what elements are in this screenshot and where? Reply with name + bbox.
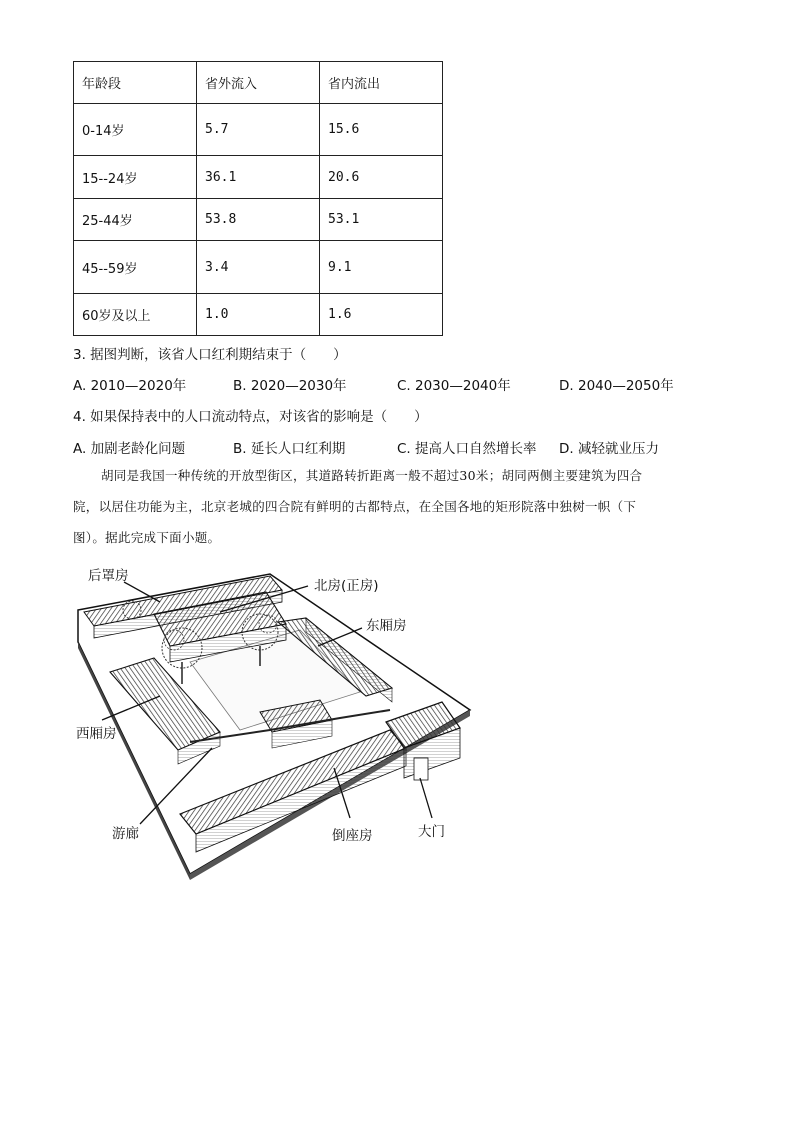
q4-option-d: D. 减轻就业压力 xyxy=(559,441,659,457)
table-cell: 53.8 xyxy=(197,199,320,241)
passage xyxy=(73,460,703,553)
table-row xyxy=(74,241,443,294)
question-4-stem: 4. 如果保持表中的人口流动特点，对该省的影响是（ ） xyxy=(73,409,428,425)
label-damen: 大门 xyxy=(418,824,445,840)
leader-line-damen xyxy=(420,778,432,818)
passage-line-3: 图）。据此完成下面小题。 xyxy=(73,530,221,545)
q3-option-c: C. 2030—2040年 xyxy=(397,378,511,394)
population-flow-table xyxy=(73,61,443,336)
table-cell: 60岁及以上 xyxy=(74,294,197,336)
table-row xyxy=(74,156,443,199)
q4-option-b: B. 延长人口红利期 xyxy=(233,441,346,457)
table-cell: 9.1 xyxy=(320,241,443,294)
table-row xyxy=(74,294,443,336)
label-houzhaofang: 后罩房 xyxy=(88,568,129,584)
q4-option-c: C. 提高人口自然增长率 xyxy=(397,441,537,457)
label-daozuofang: 倒座房 xyxy=(332,828,373,844)
table-cell: 45--59岁 xyxy=(74,241,197,294)
table-header-cell: 省外流入 xyxy=(197,62,320,104)
table-cell: 15--24岁 xyxy=(74,156,197,199)
label-xixiangfang: 西厢房 xyxy=(76,726,117,742)
table-row xyxy=(74,199,443,241)
table-cell: 15.6 xyxy=(320,104,443,156)
table-header-row xyxy=(74,62,443,104)
q4-option-a: A. 加剧老龄化问题 xyxy=(73,441,186,457)
table-cell: 25-44岁 xyxy=(74,199,197,241)
q3-option-d: D. 2040—2050年 xyxy=(559,378,674,394)
passage-line-1: 胡同是我国一种传统的开放型街区，其道路转折距离一般不超过30米；胡同两侧主要建筑为四合 xyxy=(101,468,643,483)
table-cell: 53.1 xyxy=(320,199,443,241)
table-cell: 20.6 xyxy=(320,156,443,199)
table-cell: 36.1 xyxy=(197,156,320,199)
label-youlang: 游廊 xyxy=(112,826,139,842)
passage-line-2: 院，以居住功能为主，北京老城的四合院有鲜明的古都特点，在全国各地的矩形院落中独树一帜（下 xyxy=(73,499,637,514)
table-header-cell: 年龄段 xyxy=(74,62,197,104)
q3-option-b: B. 2020—2030年 xyxy=(233,378,347,394)
table-cell: 1.0 xyxy=(197,294,320,336)
table-cell: 0-14岁 xyxy=(74,104,197,156)
table-cell: 3.4 xyxy=(197,241,320,294)
table-cell: 5.7 xyxy=(197,104,320,156)
siheyuan-illustration xyxy=(70,562,490,882)
table-header-cell: 省内流出 xyxy=(320,62,443,104)
table-row xyxy=(74,104,443,156)
label-beifang: 北房(正房) xyxy=(314,578,379,594)
question-3-stem: 3. 据图判断，该省人口红利期结束于（ ） xyxy=(73,347,347,363)
table-cell: 1.6 xyxy=(320,294,443,336)
q3-option-a: A. 2010—2020年 xyxy=(73,378,187,394)
label-dongxiangfang: 东厢房 xyxy=(366,618,407,634)
